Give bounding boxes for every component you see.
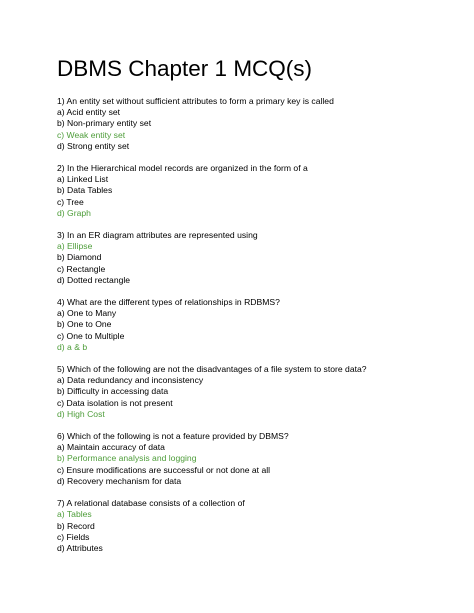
correct-answer-option: b) Performance analysis and logging xyxy=(57,453,197,464)
question-list xyxy=(57,96,457,565)
answer-option: c) One to Multiple xyxy=(57,330,125,341)
correct-answer-option: d) High Cost xyxy=(57,408,105,419)
answer-option: a) Maintain accuracy of data xyxy=(57,442,165,453)
question-block xyxy=(57,431,457,487)
question-text: 4) What are the different types of relationships in RDBMS? xyxy=(57,297,280,308)
answer-option: b) Diamond xyxy=(57,252,102,263)
question-text: 5) Which of the following are not the disadvantages of a file system to store data? xyxy=(57,364,367,375)
question-block xyxy=(57,364,457,420)
answer-option: b) Difficulty in accessing data xyxy=(57,386,169,397)
answer-option: c) Fields xyxy=(57,531,90,542)
answer-option: a) One to Many xyxy=(57,308,117,319)
answer-option: b) One to One xyxy=(57,319,112,330)
correct-answer-option: d) a & b xyxy=(57,341,88,352)
answer-option: d) Dotted rectangle xyxy=(57,274,131,285)
question-block xyxy=(57,96,457,152)
correct-answer-option: d) Graph xyxy=(57,207,91,218)
question-text: 7) A relational database consists of a collection of xyxy=(57,498,245,509)
answer-option: c) Ensure modifications are successful or not done at all xyxy=(57,464,271,475)
answer-option: b) Record xyxy=(57,520,95,531)
question-text: 1) An entity set without sufficient attributes to form a primary key is called xyxy=(57,96,334,106)
question-text: 3) In an ER diagram attributes are represented using xyxy=(57,230,258,241)
correct-answer-option: a) Ellipse xyxy=(57,241,93,252)
answer-option: c) Rectangle xyxy=(57,263,106,274)
question-text: 6) Which of the following is not a feature provided by DBMS? xyxy=(57,431,289,442)
answer-option: a) Acid entity set xyxy=(57,107,121,118)
answer-option: d) Strong entity set xyxy=(57,140,130,151)
answer-option: b) Data Tables xyxy=(57,185,113,196)
answer-option: d) Recovery mechanism for data xyxy=(57,475,182,486)
question-block xyxy=(57,498,457,554)
page-title: DBMS Chapter 1 MCQ(s) xyxy=(57,56,313,81)
answer-option: d) Attributes xyxy=(57,542,103,553)
question-block xyxy=(57,163,457,219)
question-block xyxy=(57,297,457,353)
question-block xyxy=(57,230,457,286)
answer-option: b) Non-primary entity set xyxy=(57,118,152,129)
answer-option: a) Data redundancy and inconsistency xyxy=(57,375,204,386)
correct-answer-option: a) Tables xyxy=(57,509,92,520)
question-text: 2) In the Hierarchical model records are organized in the form of a xyxy=(57,163,308,174)
answer-option: a) Linked List xyxy=(57,174,109,185)
answer-option: c) Tree xyxy=(57,196,84,207)
correct-answer-option: c) Weak entity set xyxy=(57,129,126,140)
answer-option: c) Data isolation is not present xyxy=(57,397,173,408)
